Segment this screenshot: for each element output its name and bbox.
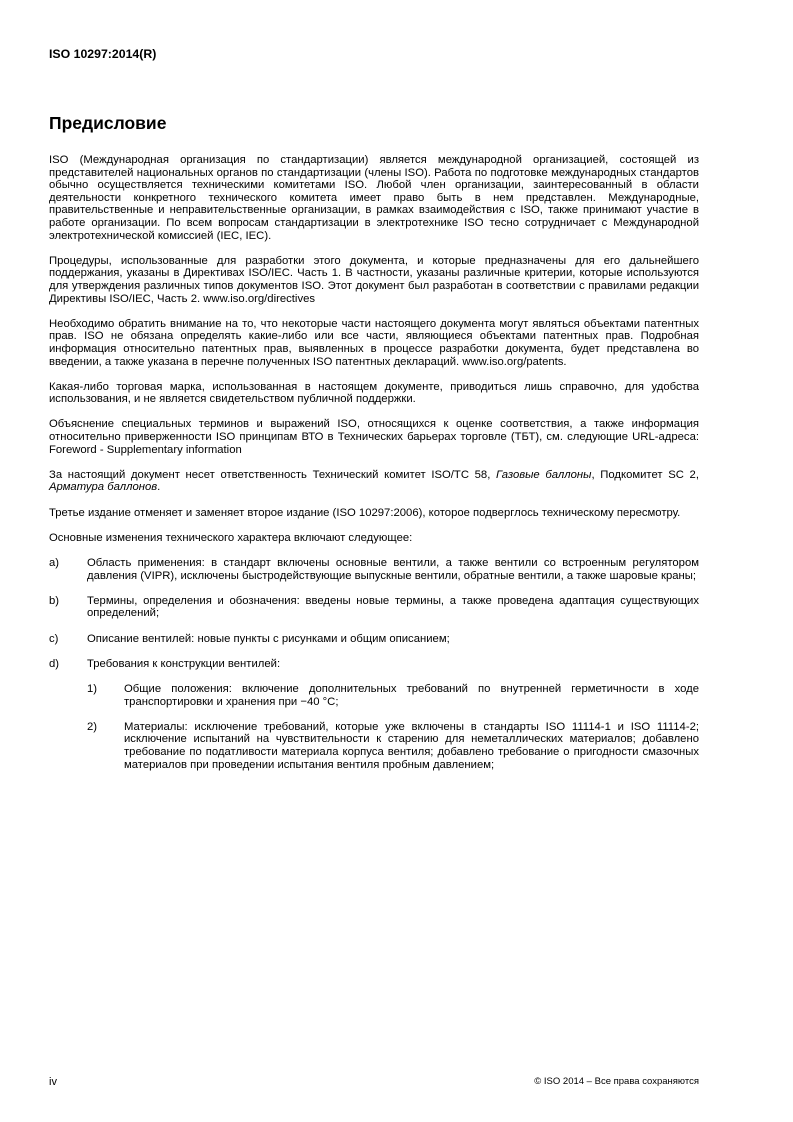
list-item-text: Область применения: в стандарт включены основные вентили, а также вентили со встроенным регулятором давления (VIPR), исключены быстродействующие выпускные вентили, обратные вентили, а также шаровые краны; xyxy=(87,557,699,582)
document-id: ISO 10297:2014(R) xyxy=(49,47,157,61)
list-item-text: Термины, определения и обозначения: введены новые термины, а также проведена адаптация существующих определений; xyxy=(87,594,699,620)
paragraph-changes-intro: Основные изменения технического характера включают следующее: xyxy=(49,531,413,544)
sub-list-item xyxy=(87,721,699,771)
committee-title: Газовые баллоны xyxy=(496,468,592,481)
page-number: iv xyxy=(49,1076,57,1088)
paragraph-responsibility xyxy=(49,469,699,494)
sub-changes-list xyxy=(87,683,699,771)
paragraph-terms: Объяснение специальных терминов и выражений ISO, относящихся к оценке соответствия, а также информация относительно приверженности ISO принципам ВТО в Технических барьерах торговле (ТБТ), см. следующие URL-адреса: Foreword - Supplementary information xyxy=(49,418,699,456)
paragraph-iso-intro: ISO (Международная организация по стандартизации) является международной организацией, состоящей из представителей национальных органов по стандартизации (члены ISO). Работа по подготовке международных стандартов обычно осуществляется техническими комитетами ISO. Любой член организации, заинтересованный в области деятельности конкретного технического комитета имеет право быть в нем представлен. Международные, правительственные и неправительственные организации, в рамках взаимодействия с ISO, также принимают участие в работе организации. По всем вопросам стандартизации в электротехнике ISO тесно сотрудничает с Международной электротехнической комиссией (IEC, IEC). xyxy=(49,154,699,242)
paragraph-edition: Третье издание отменяет и заменяет второе издание (ISO 10297:2006), которое подверглось техническому пересмотру. xyxy=(49,506,681,519)
list-item-label: a) xyxy=(49,557,60,569)
paragraph-procedures: Процедуры, использованные для разработки этого документа, и которые предназначены для его дальнейшего поддержания, указаны в Директивах ISO/IEC. Часть 1. В частности, указаны различные критерии, которые используются для утверждения различных типов документов ISO. Этот документ был разработан в соответствии с правилами редакции Директивы ISO/IEC, Часть 2. www.iso.org/directives xyxy=(49,254,699,305)
paragraph-patents: Необходимо обратить внимание на то, что некоторые части настоящего документа могут являться объектами патентных прав. ISO не обязана определять какие-либо или все части, являющиеся объектами патентных прав. Подробная информация относительно патентных прав, выявленных в процессе разработки документа, будет представлена во введении, а также указана в перечне полученных ISO патентных деклараций. www.iso.org/patents. xyxy=(49,317,699,368)
responsibility-suffix: . xyxy=(157,481,161,494)
paragraph-trademark: Какая-либо торговая марка, использованная в настоящем документе, приводиться лишь справочно, для удобства использования, и не является свидетельством публичной поддержки. xyxy=(49,380,699,406)
list-item-text: Требования к конструкции вентилей: xyxy=(87,657,281,670)
responsibility-prefix: За настоящий документ несет ответственность Технический комитет ISO/TC 58, xyxy=(49,468,497,481)
subcommittee-title: Арматура баллонов xyxy=(49,481,158,494)
sub-list-item-label: 2) xyxy=(87,720,98,733)
list-item-text: Описание вентилей: новые пункты с рисунками и общим описанием; xyxy=(87,632,450,645)
sub-list-item-text: Общие положения: включение дополнительных требований по внутренней герметичности в ходе транспортировки и хранения при −40 °C; xyxy=(124,682,699,708)
sub-list-item-text: Материалы: исключение требований, которые уже включены в стандарты ISO 11114-1 и ISO 11114-2; исключение испытаний на чувствительности к старению для неметаллических материалов; добавлено требование по податливости материала корпуса вентиля; добавлено требование о пригодности смазочных материалов при проведении испытания вентиля пробным давлением; xyxy=(124,720,699,771)
list-item xyxy=(49,658,699,671)
foreword-body xyxy=(49,154,699,784)
list-item-label: c) xyxy=(49,632,59,645)
sub-list-item xyxy=(87,683,699,708)
copyright-notice: © ISO 2014 – Все права сохраняются xyxy=(534,1076,699,1087)
list-item-label: d) xyxy=(49,657,60,670)
changes-list xyxy=(49,557,699,771)
list-item-label: b) xyxy=(49,594,60,607)
list-item xyxy=(49,633,699,646)
list-item xyxy=(49,557,699,582)
responsibility-middle: , Подкомитет SC 2, xyxy=(591,468,699,481)
page-title: Предисловие xyxy=(49,113,167,133)
list-item xyxy=(49,595,699,620)
sub-list-item-label: 1) xyxy=(87,682,98,695)
